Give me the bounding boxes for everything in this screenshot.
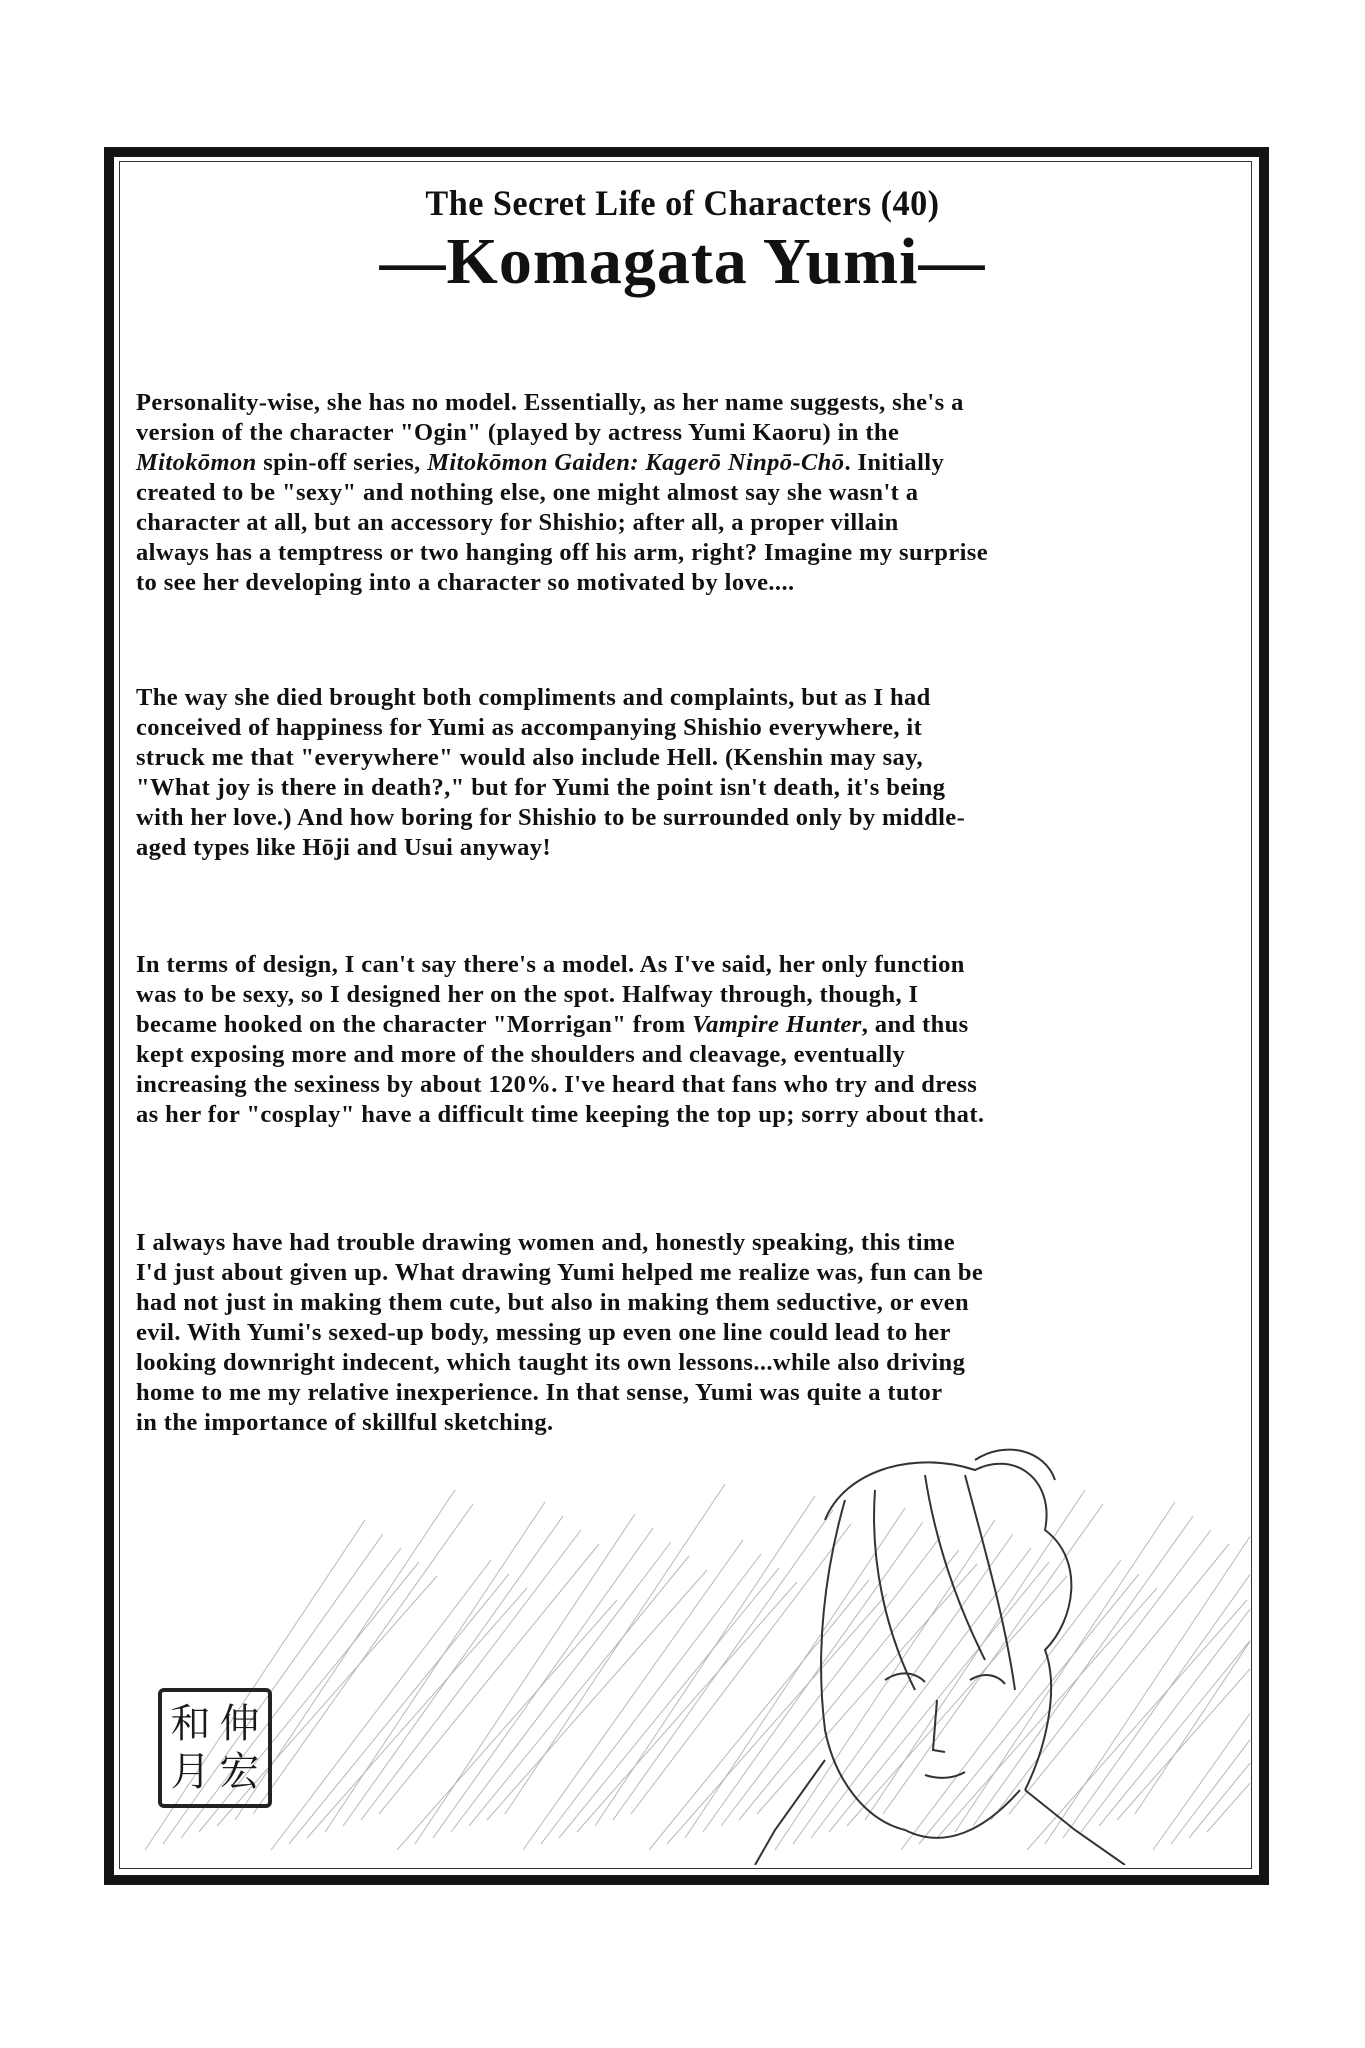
hatch-stroke [433, 1528, 653, 1838]
text-line: kept exposing more and more of the shoulders and cleavage, eventually [136, 1041, 906, 1068]
text-line: The way she died brought both compliments and complaints, but as I had [136, 684, 931, 711]
hatch-stroke [811, 1548, 1031, 1838]
text-line: in the importance of skillful sketching. [136, 1409, 554, 1436]
hatch-stroke [1009, 1544, 1229, 1814]
seal-right-column [220, 1700, 260, 1796]
hatch-stroke [667, 1594, 887, 1844]
text-line: to see her developing into a character so motivated by love.... [136, 569, 795, 596]
hatch-stroke [1117, 1570, 1250, 1820]
italic-title: Mitokōmon [136, 449, 257, 476]
hatch-stroke [685, 1508, 905, 1838]
hatch-stroke [1207, 1582, 1250, 1832]
text-line: I'd just about given up. What drawing Yumi helped me realize was, fun can be [136, 1259, 984, 1286]
yumi-sketch-illustration [125, 1430, 1250, 1865]
hatch-stroke [919, 1574, 1139, 1844]
author-seal-stamp [158, 1688, 272, 1808]
text-segment: became hooked on the character "Morrigan" from [136, 1011, 693, 1038]
hatch-stroke [451, 1542, 671, 1832]
hatch-stroke [505, 1484, 725, 1814]
hatch-stroke [307, 1588, 527, 1838]
background-hatching [145, 1484, 1250, 1850]
hatch-stroke [721, 1536, 941, 1826]
character-title: —Komagata Yumi— [379, 225, 986, 298]
character-face-sketch [755, 1450, 1125, 1865]
text-line: "What joy is there in death?," but for Yumi the point isn't death, it's being [136, 774, 946, 801]
hatch-stroke [271, 1560, 491, 1850]
hatch-stroke [1099, 1556, 1250, 1826]
hatch-stroke [901, 1560, 1121, 1850]
text-line: looking downright indecent, which taught its own lessons...while also driving [136, 1349, 966, 1376]
hatch-stroke [775, 1520, 995, 1850]
paragraph-1 [136, 388, 1246, 598]
italic-title: Vampire Hunter [692, 1011, 862, 1038]
hatch-stroke [361, 1530, 581, 1820]
seal-char: 月 [170, 1749, 211, 1795]
hatch-stroke [415, 1514, 635, 1844]
hatch-stroke [1171, 1554, 1250, 1844]
text-segment: , and thus [861, 1011, 969, 1038]
text-line: I always have had trouble drawing women and, honestly speaking, this time [136, 1229, 955, 1256]
text-line: version of the character "Ogin" (played by actress Yumi Kaoru) in the [136, 419, 900, 446]
text-line: struck me that "everywhere" would also include Hell. (Kenshin may say, [136, 744, 924, 771]
text-segment: spin-off series, [256, 449, 428, 476]
hatch-stroke [559, 1568, 779, 1838]
hatch-stroke [865, 1490, 1085, 1820]
paragraph-3 [136, 950, 1246, 1130]
series-title: The Secret Life of Characters (40) [425, 183, 940, 223]
text-line: character at all, but an accessory for Shishio; after all, a proper villain [136, 509, 899, 536]
hatch-stroke [523, 1540, 743, 1850]
text-line [136, 448, 1246, 478]
text-line: had not just in making them cute, but also in making them seductive, or even [136, 1289, 970, 1316]
text-line: conceived of happiness for Yumi as accompanying Shishio everywhere, it [136, 714, 923, 741]
text-line: increasing the sexiness by about 120%. I've heard that fans who try and dress [136, 1071, 978, 1098]
text-line: with her love.) And how boring for Shishio to be surrounded only by middle- [136, 804, 966, 831]
paragraph-2 [136, 683, 1246, 863]
paragraph-4 [136, 1228, 1246, 1438]
seal-char: 和 [170, 1701, 211, 1747]
hatch-stroke [325, 1502, 545, 1832]
hatch-stroke [469, 1556, 689, 1826]
seal-char: 宏 [219, 1749, 260, 1795]
text-line: created to be "sexy" and nothing else, one might almost say she wasn't a [136, 479, 919, 506]
text-line: In terms of design, I can't say there's a model. As I've said, her only function [136, 951, 965, 978]
seal-char: 伸 [219, 1701, 260, 1747]
seal-left-column [171, 1700, 211, 1796]
text-line [136, 1010, 1246, 1040]
text-line: aged types like Hōji and Usui anyway! [136, 834, 552, 861]
hatch-stroke [1027, 1600, 1247, 1850]
text-line: Personality-wise, she has no model. Essentially, as her name suggests, she's a [136, 389, 964, 416]
hatch-stroke [595, 1496, 815, 1826]
hatch-stroke [829, 1562, 1049, 1832]
hatch-stroke [955, 1502, 1175, 1832]
hatch-stroke [937, 1588, 1157, 1838]
hatch-stroke [739, 1550, 959, 1820]
hatch-stroke [793, 1534, 1013, 1844]
text-segment: . Initially [844, 449, 945, 476]
hatch-stroke [379, 1544, 599, 1814]
text-line: home to me my relative inexperience. In that sense, Yumi was quite a tutor [136, 1379, 943, 1406]
hatch-stroke [289, 1574, 509, 1844]
text-line: evil. With Yumi's sexed-up body, messing up even one line could lead to her [136, 1319, 951, 1346]
italic-title: Mitokōmon Gaiden: Kagerō Ninpō-Chō [427, 449, 845, 476]
hatch-stroke [991, 1530, 1211, 1820]
hatch-stroke [1081, 1542, 1250, 1832]
hatch-stroke [649, 1580, 869, 1850]
hatch-stroke [541, 1554, 761, 1844]
text-line: always has a temptress or two hanging off his arm, right? Imagine my surprise [136, 539, 989, 566]
hatch-stroke [1135, 1484, 1250, 1814]
text-line: was to be sexy, so I designed her on the spot. Halfway through, though, I [136, 981, 919, 1008]
text-line: as her for "cosplay" have a difficult time keeping the top up; sorry about that. [136, 1101, 985, 1128]
hatch-stroke [397, 1600, 617, 1850]
